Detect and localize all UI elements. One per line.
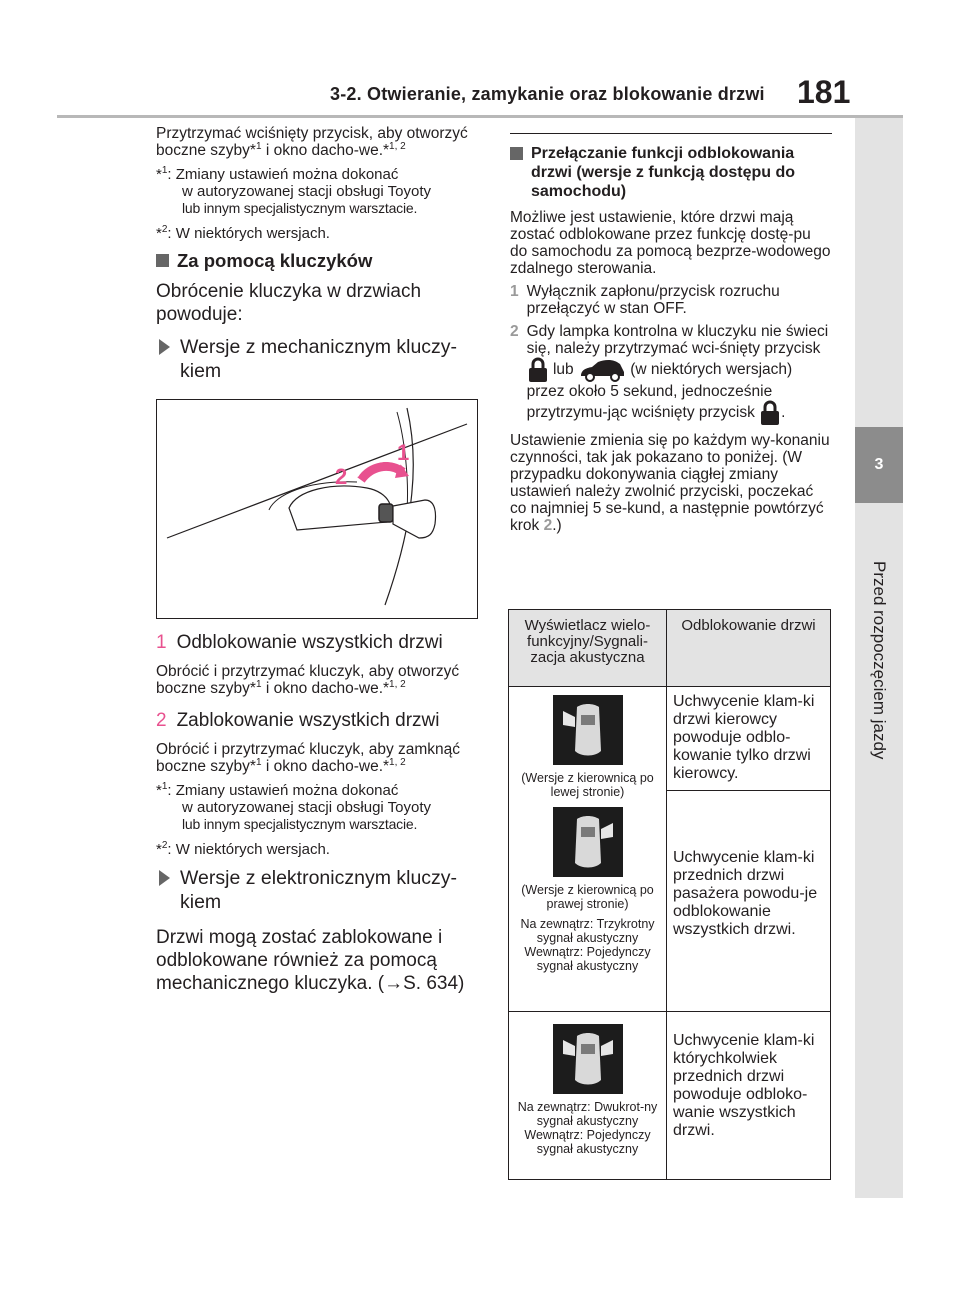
item-1-text: Obrócić i przytrzymać kluczyk, aby otworzyć boczne szyby*$^1$ i okno dacho-we.*$^{1, 2}$ [156, 663, 460, 697]
table-header-display: Wyświetlacz wielo-funkcyjny/Sygnali-zacja akustyczna [509, 610, 667, 687]
footnote-1b: *$^1$: Zmiany ustawień można dokonać w autoryzowanej stacji obsługi Toyoty lub innym specjalistycznym warsztacie. [156, 781, 432, 832]
unlock-passenger-all: Uchwycenie klam-ki przednich drzwi pasażera powodu-je odblokowanie wszystkich drzwi. [667, 791, 831, 1012]
right-top-rule [510, 133, 832, 134]
unlock-modes-table [508, 609, 831, 1180]
table-row [509, 687, 831, 791]
footnote-1: *$^1$: Zmiany ustawień można dokonać w autoryzowanej stacji obsługi Toyoty lub innym specjalistycznym warsztacie. [156, 165, 432, 216]
unlock-driver-only: Uchwycenie klam-ki drzwi kierowcy powoduje odblo-kowanie tylko drzwi kierowcy. [667, 687, 831, 791]
item-2-text: Obrócić i przytrzymać kluczyk, aby zamknąć boczne szyby*$^1$ i okno dacho-we.*$^{1, 2}$ [156, 741, 461, 775]
unlock-intro: Możliwe jest ustawienie, które drzwi mają zostać odblokowane przez funkcję dostę-pu do samochodu za pomocą bezprze-wodowego zdalnego sterowania. [510, 209, 831, 277]
chapter-title: Przed rozpoczęciem jazdy [870, 561, 889, 760]
lock-icon [527, 357, 549, 383]
header-divider [57, 115, 903, 118]
illustration-label-1: 1 [397, 440, 410, 465]
heading-keys: Za pomocą kluczyków [156, 250, 484, 272]
square-bullet-icon [510, 147, 523, 160]
lock-icon [759, 400, 781, 426]
chapter-number: 3 [855, 427, 903, 503]
sound-signal-row1: Na zewnątrz: Trzykrotny sygnał akustyczny Wewnątrz: Pojedynczy sygnał akustyczny [520, 917, 655, 973]
page-number: 181 [797, 74, 851, 110]
square-bullet-icon [156, 254, 169, 267]
table-header-unlock: Odblokowanie drzwi [667, 610, 831, 687]
car-top-view-right-icon [553, 807, 623, 877]
item-1-title: 1 Odblokowanie wszystkich drzwi [156, 632, 443, 653]
heading-mechanical-key: Wersje z mechanicznym kluczy-kiem [156, 335, 484, 383]
car-top-view-left-icon [553, 695, 623, 765]
step-1: 1 Wyłącznik zapłonu/przycisk rozruchu przełączyć w stan OFF. [510, 283, 780, 317]
heading-unlock-switch: Przełączanie funkcji odblokowania drzwi (wersje z funkcją dostępu do samochodu) [510, 144, 832, 201]
after-paragraph: Ustawienie zmienia się po każdym wy-konaniu czynności, tak jak pokazano to poniżej. (W przypadku dokonywania ciągłej zmiany ustawień należy zwolnić przyciski, poczekać co najmniej 5 se-kund, a następnie powtórzyć krok 2.) [510, 432, 830, 534]
table-row [509, 1012, 831, 1180]
arrow-ref-icon: → [384, 973, 404, 994]
car-icon [578, 358, 626, 382]
car-top-view-all-icon [553, 1024, 623, 1094]
unlock-any-front: Uchwycenie klam-ki którychkolwiek przednich drzwi powoduje odbloko-wanie wszystkich drzwi. [667, 1012, 831, 1180]
door-key-icon [157, 400, 477, 618]
triangle-bullet-icon [159, 339, 170, 355]
door-lock-illustration [156, 399, 478, 619]
closing-paragraph: Drzwi mogą zostać zablokowane i odblokowane również za pomocą mechanicznego kluczyka. (→S. 634) [156, 927, 465, 994]
section-title: 3-2. Otwieranie, zamykanie oraz blokowanie drzwi [330, 84, 765, 104]
step-2: 2 Gdy lampka kontrolna w kluczyku nie świeci się, należy przytrzymać wci-śnięty przycisk lub (w niektórych wersjach) przez około 5 sekund, jednocześnie przytrzymu-jąc wciśnięty przycisk . [510, 323, 832, 426]
item-2-title: 2 Zablokowanie wszystkich drzwi [156, 710, 440, 731]
intro-paragraph: Przytrzymać wciśnięty przycisk, aby otworzyć boczne szyby*$^1$ i okno dacho-we.*$^{1, 2}$ [156, 125, 468, 159]
footnote-2b: *$^2$: W niektórych wersjach. [156, 840, 330, 858]
footnote-2: *$^2$: W niektórych wersjach. [156, 224, 330, 242]
sound-signal-row2: Na zewnątrz: Dwukrot-ny sygnał akustyczny Wewnątrz: Pojedynczy sygnał akustyczny [517, 1100, 658, 1156]
caption-right-hand-drive: (Wersje z kierownicą po prawej stronie) [521, 883, 654, 911]
heading-electronic-key: Wersje z elektronicznym kluczy-kiem [156, 866, 484, 914]
turn-paragraph: Obrócenie kluczyka w drzwiach powoduje: [156, 281, 422, 325]
triangle-bullet-icon [159, 870, 170, 886]
caption-left-hand-drive: (Wersje z kierownicą po lewej stronie) [521, 771, 654, 799]
left-column [156, 125, 484, 1004]
right-column [510, 125, 832, 534]
illustration-label-2: 2 [335, 464, 348, 489]
